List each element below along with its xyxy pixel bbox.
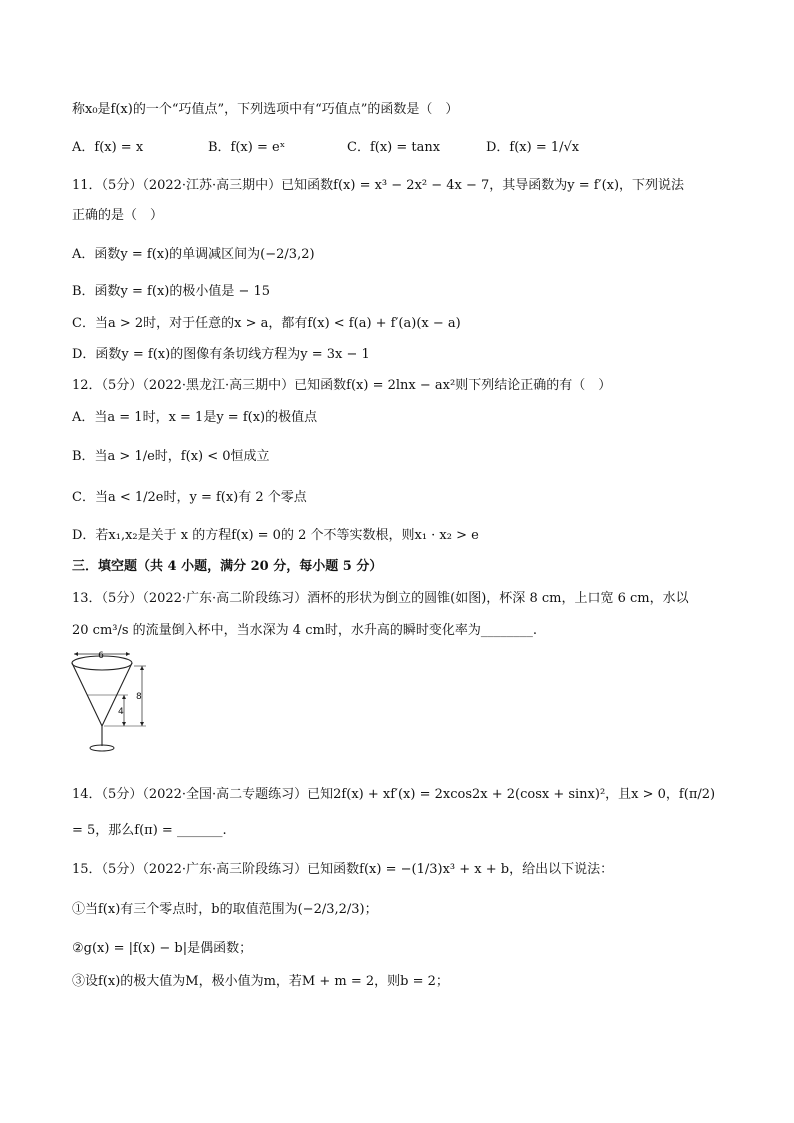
- glass-left-side: [72, 663, 102, 726]
- q10-option-c: C．f(x) = tanx: [347, 140, 441, 155]
- q10-option-d: D．f(x) = 1/√x: [486, 140, 580, 155]
- q12-option-c: C．当a < 1/2e时，y = f(x)有 2 个零点: [72, 490, 307, 505]
- wine-glass-figure: [64, 648, 164, 760]
- depth-arrow-top: [140, 666, 144, 670]
- q11-option-d: D．函数y = f(x)的图像有条切线方程为y = 3x − 1: [72, 347, 370, 362]
- depth-arrow-bottom: [140, 722, 144, 726]
- q12-option-d: D．若x₁,x₂是关于 x 的方程f(x) = 0的 2 个不等实数根，则x₁ · x₂ > e: [72, 528, 479, 543]
- q12-stem: 12．（5分）（2022·黑龙江·高三期中）已知函数f(x) = 2lnx − ax²则下列结论正确的有（ ）: [72, 378, 612, 393]
- q11-option-a: A．函数y = f(x)的单调减区间为(−2/3,2): [72, 247, 315, 262]
- q13-stem-line2: 20 cm³/s 的流量倒入杯中，当水深为 4 cm时，水升高的瞬时变化率为________.: [72, 623, 537, 638]
- q10-option-b: B．f(x) = eˣ: [208, 140, 286, 155]
- q12-option-a: A．当a = 1时，x = 1是y = f(x)的极值点: [72, 410, 318, 425]
- section-heading: 三．填空题（共 4 小题，满分 20 分，每小题 5 分）: [72, 559, 383, 574]
- depth-label: 8: [136, 692, 142, 702]
- q14-stem-line2: = 5，那么f(π) = _______.: [72, 823, 227, 838]
- water-depth-arrow-top: [122, 695, 126, 699]
- q15-statement-1: ①当f(x)有三个零点时，b的取值范围为(−2/3,2/3)；: [72, 902, 378, 917]
- q15-stem: 15．（5分）（2022·广东·高三阶段练习）已知函数f(x) = −(1/3)x³ + x + b，给出以下说法：: [72, 862, 614, 877]
- top-width-arrow-right: [126, 652, 130, 656]
- q11-option-b: B．函数y = f(x)的极小值是 − 15: [72, 284, 271, 299]
- q10-option-a: A．f(x) = x: [72, 140, 144, 155]
- q12-option-b: B．当a > 1/e时，f(x) < 0恒成立: [72, 449, 270, 464]
- q15-statement-2: ②g(x) = |f(x) − b|是偶函数；: [72, 941, 253, 956]
- q10-stem-tail: 称x₀是f(x)的一个“巧值点”，下列选项中有“巧值点”的函数是（ ）: [72, 102, 459, 117]
- q11-stem-line2: 正确的是（ ）: [72, 208, 164, 223]
- top-width-arrow-left: [74, 652, 78, 656]
- top-width-label: 6: [98, 651, 104, 661]
- water-depth-label: 4: [118, 707, 124, 717]
- q15-statement-3: ③设f(x)的极大值为M，极小值为m，若M + m = 2，则b = 2；: [72, 974, 449, 989]
- glass-right-side: [102, 663, 132, 726]
- water-depth-arrow-bottom: [122, 722, 126, 726]
- wine-glass-svg: [64, 648, 164, 756]
- q11-option-c: C．当a > 2时，对于任意的x > a，都有f(x) < f(a) + f′(a)(x − a): [72, 316, 461, 331]
- q14-stem-line1: 14．（5分）（2022·全国·高二专题练习）已知2f(x) + xf′(x) = 2xcos2x + 2(cosx + sinx)²，且x > 0，f(π/2): [72, 787, 716, 802]
- q13-stem-line1: 13．（5分）（2022·广东·高二阶段练习）酒杯的形状为倒立的圆锥(如图)，杯深 8 cm，上口宽 6 cm，水以: [72, 591, 689, 606]
- q11-stem-line1: 11．（5分）（2022·江苏·高三期中）已知函数f(x) = x³ − 2x² − 4x − 7，其导函数为y = f′(x)，下列说法: [72, 178, 685, 193]
